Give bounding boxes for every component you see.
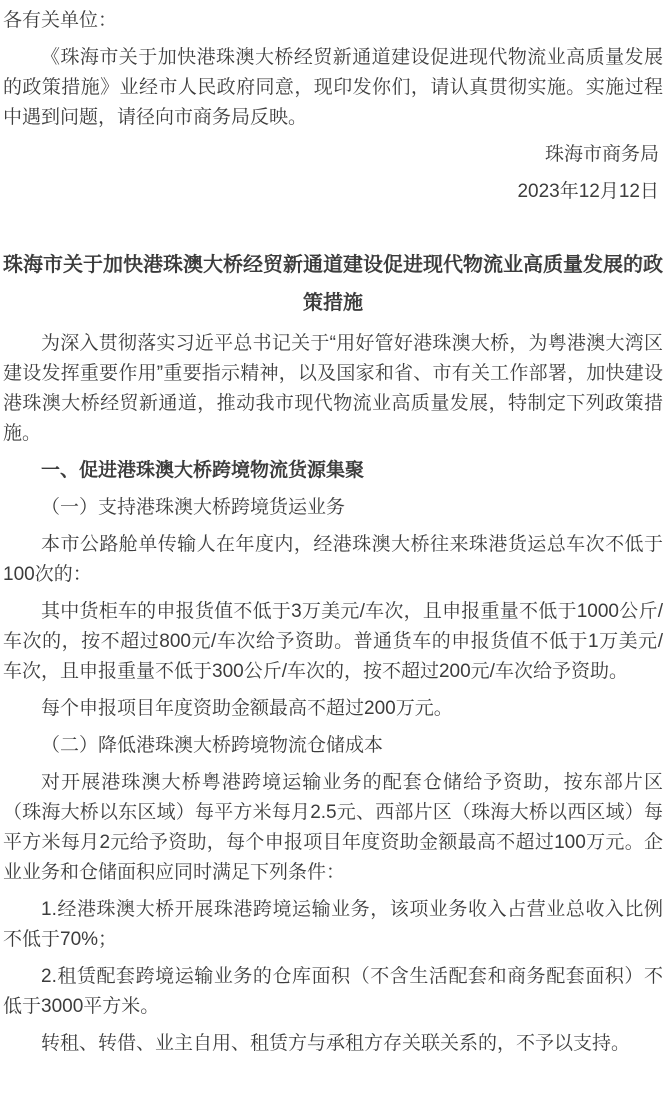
policy-paragraph-warehouse-subsidy: 对开展港珠澳大桥粤港跨境运输业务的配套仓储给予资助，按东部片区（珠海大桥以东区域）每平方米每月2.5元、西部片区（珠海大桥以西区域）每平方米每月2元给予资助，每个申报项目年度资助金额最高不超过100万元。企业业务和仓储面积应同时满足下列条件： <box>3 772 663 883</box>
policy-subsection-1-2-heading: （二）降低港珠澳大桥跨境物流仓储成本 <box>41 735 384 756</box>
policy-condition-2: 2.租赁配套跨境运输业务的仓库面积（不含生活配套和商务配套面积）不低于3000平方米。 <box>3 966 663 1017</box>
policy-paragraph-subsidy-rates: 其中货柜车的申报货值不低于3万美元/车次，且申报重量不低于1000公斤/车次的，按不超过800元/车次给予资助。普通货车的申报货值不低于1万美元/车次，且申报重量不低于300公斤/车次的，按不超过200元/车次给予资助。 <box>3 601 663 682</box>
policy-title: 珠海市关于加快港珠澳大桥经贸新通道建设促进现代物流业高质量发展的政策措施 <box>3 254 663 314</box>
policy-paragraph-intro: 为深入贯彻落实习近平总书记关于“用好管好港珠澳大桥，为粤港澳大湾区建设发挥重要作用”重要指示精神，以及国家和省、市有关工作部署，加快建设港珠澳大桥经贸新通道，推动我市现代物流业高质量发展，特制定下列政策措施。 <box>3 333 663 444</box>
policy-paragraph-freight-threshold: 本市公路舱单传输人在年度内，经港珠澳大桥往来珠港货运总车次不低于100次的： <box>3 534 663 585</box>
policy-paragraph-exclusions: 转租、转借、业主自用、租赁方与承租方存关联关系的，不予以支持。 <box>41 1033 631 1054</box>
policy-paragraph-annual-cap-200: 每个申报项目年度资助金额最高不超过200万元。 <box>41 698 453 719</box>
notice-salutation: 各有关单位： <box>3 10 118 31</box>
notice-date: 2023年12月12日 <box>517 181 659 202</box>
notice-signer: 珠海市商务局 <box>544 144 659 165</box>
policy-condition-1: 1.经港珠澳大桥开展珠港跨境运输业务，该项业务收入占营业总收入比例不低于70%； <box>3 899 663 950</box>
policy-section-1-heading: 一、促进港珠澳大桥跨境物流货源集聚 <box>41 460 365 481</box>
notice-body: 《珠海市关于加快港珠澳大桥经贸新通道建设促进现代物流业高质量发展的政策措施》业经市人民政府同意，现印发你们，请认真贯彻实施。实施过程中遇到问题，请径向市商务局反映。 <box>3 47 663 128</box>
policy-subsection-1-1-heading: （一）支持港珠澳大桥跨境货运业务 <box>41 497 346 518</box>
